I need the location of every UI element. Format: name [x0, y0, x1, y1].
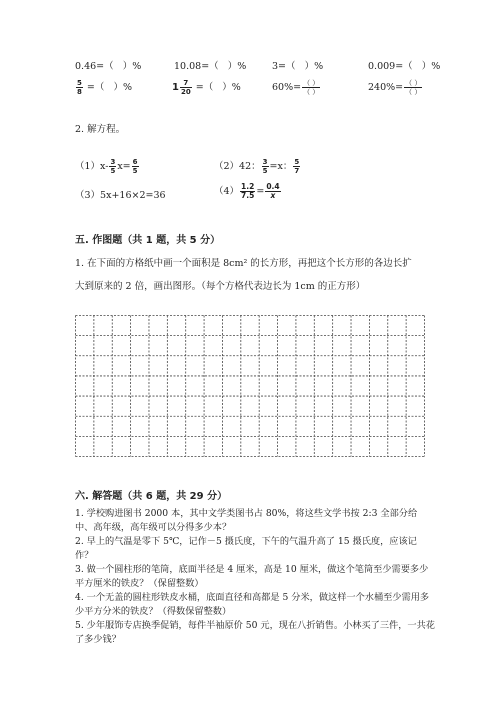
fraction: $\frac{1.2}{7.5}$ [241, 182, 255, 200]
conv-expr: 0.009=（ [368, 61, 413, 72]
conv-6 [172, 79, 241, 96]
fraction: $\frac{7}{20}$ [180, 79, 191, 96]
conv-eq: =（ [195, 82, 214, 93]
conv-expr: 0.46=（ [75, 61, 114, 72]
conv-unit: % [237, 61, 247, 72]
equation-3 [75, 187, 166, 201]
fraction: $\frac{3}{5}$ [262, 158, 268, 175]
eq-text: x= [117, 161, 131, 172]
section-6-title: 六. 解答题（共 6 题，共 29 分） [75, 491, 228, 502]
conv-lhs: 60%= [272, 82, 302, 93]
conv-7 [272, 79, 321, 96]
problem-4: 4. 一个无盖的圆柱形铁皮水桶，底面直径和高都是 5 分米，做这样一个水桶至少需用多少平方分米的铁皮？（得数保留整数） [75, 592, 430, 617]
section-5-line2: 大到原来的 2 倍，画出图形。（每个方格代表边长为 1cm 的正方形） [75, 281, 366, 292]
conv-close: ） [122, 61, 133, 72]
conv-lhs: 240%= [368, 82, 404, 93]
fraction: $\frac{5}{7}$ [294, 158, 300, 175]
conv-8 [368, 79, 423, 96]
conv-expr: 3=（ [272, 61, 296, 72]
fraction: $\frac{( )}{( )}$ [405, 79, 422, 96]
eq-text: =x： [269, 161, 293, 172]
eq-label: （4） [214, 186, 240, 197]
conv-unit: % [122, 82, 132, 93]
square-grid [75, 315, 425, 457]
eq-text: 42： [239, 161, 261, 172]
section-5-line1: 1. 在下面的方格纸中画一个面积是 8cm² 的长方形，再把这个长方形的各边长扩 [75, 258, 412, 269]
eq-label: （2） [214, 161, 240, 172]
fraction: $\frac{( )}{( )}$ [303, 79, 320, 96]
conv-unit: % [231, 82, 241, 93]
conv-5 [75, 79, 132, 96]
section-5-title: 五. 作图题（共 1 题，共 5 分） [75, 235, 221, 246]
conv-3 [272, 58, 323, 72]
equation-4 [214, 183, 282, 200]
conv-1 [75, 58, 141, 72]
conv-close: ） [421, 61, 432, 72]
conv-unit: % [314, 61, 324, 72]
problem-2: 2. 早上的气温是零下 5℃，记作－5 摄氏度，下午的气温升高了 15 摄氏度，应该记作？ [75, 536, 417, 561]
eq-label: （1） [75, 161, 101, 172]
problem-5: 5. 少年服饰专店换季促销，每件半袖原价 50 元，现在八折销售。小林买了三件，一共花了多少钱？ [75, 620, 435, 645]
mixed-whole: 1 [172, 82, 179, 93]
conv-expr: 10.08=（ [174, 61, 219, 72]
problem-1: 1. 学校购进图书 2000 本，其中文学类图书占 80%，将这些文学书按 2:3 全部分给中、高年级，高年级可以分得多少本？ [75, 508, 418, 533]
conv-unit: % [431, 61, 441, 72]
conv-2 [174, 58, 246, 72]
fraction: $\frac{3}{5}$ [110, 158, 116, 175]
eq-text: x- [100, 161, 109, 172]
conv-close: ） [227, 61, 238, 72]
conv-4 [368, 58, 440, 72]
conv-eq: =（ [86, 82, 105, 93]
equation-1 [75, 158, 140, 175]
conv-close: ） [304, 61, 315, 72]
eq-text: = [256, 186, 265, 197]
conv-close: ） [222, 82, 232, 93]
eq-text: 5x+16×2=36 [100, 190, 166, 201]
problem-3: 3. 做一个圆柱形的笔筒，底面半径是 4 厘米，高是 10 厘米，做这个笔筒至少需要多少平方厘米的铁皮？（保留整数） [75, 564, 429, 589]
q2-title: 2. 解方程。 [75, 124, 126, 135]
eq-label: （3） [75, 190, 101, 201]
fraction: $\frac{0.4}{x}$ [266, 182, 280, 200]
equation-2 [214, 158, 301, 175]
fraction: $\frac{6}{5}$ [132, 158, 138, 175]
conv-unit: % [132, 61, 142, 72]
conv-close: ） [113, 82, 123, 93]
fraction: $\frac{5}{8}$ [77, 79, 82, 96]
